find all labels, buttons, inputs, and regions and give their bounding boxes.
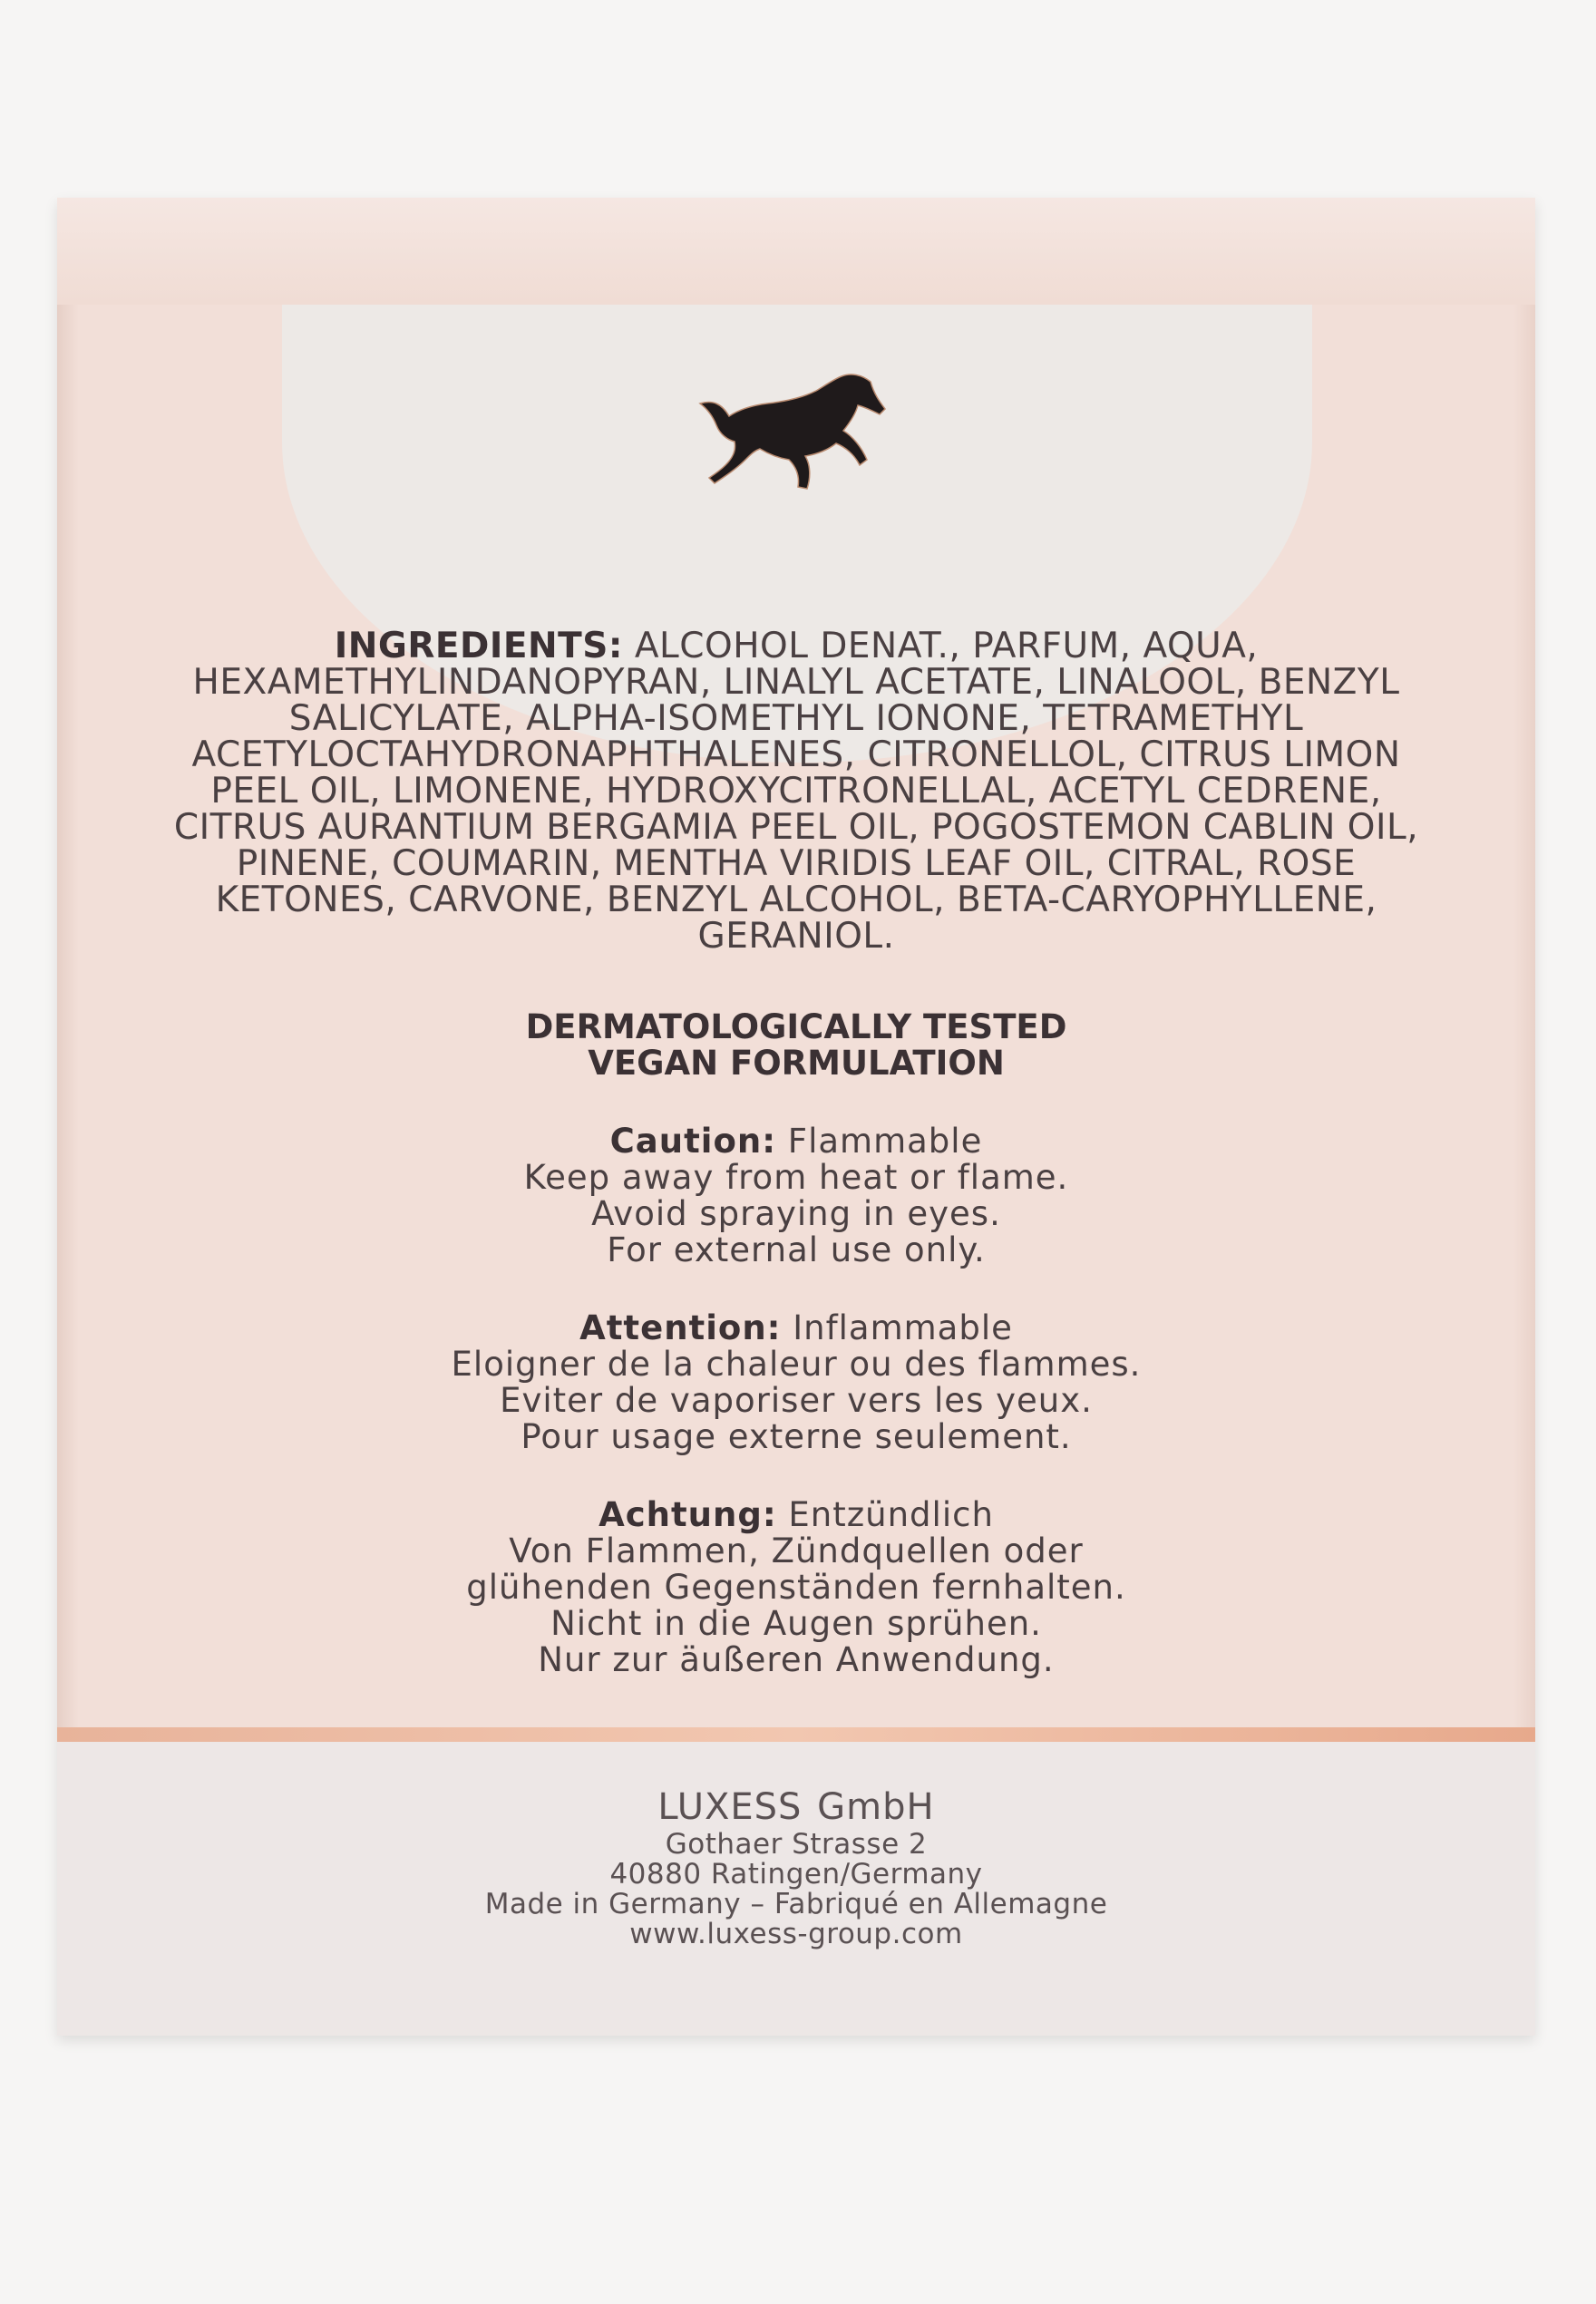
warning-line: Keep away from heat or flame. xyxy=(523,1158,1069,1197)
claim-dermatologically-tested: DERMATOLOGICALLY TESTED xyxy=(525,1007,1067,1046)
warning-line: Eviter de vaporiser vers les yeux. xyxy=(500,1381,1093,1420)
warning-line: Pour usage externe seulement. xyxy=(521,1417,1072,1456)
warning-line: Avoid spraying in eyes. xyxy=(591,1194,1001,1233)
company-website: www.luxess-group.com xyxy=(629,1918,963,1950)
warning-value: Inflammable xyxy=(781,1308,1013,1347)
warning-value: Entzündlich xyxy=(776,1495,994,1534)
company-origin: Made in Germany – Fabriqué en Allemagne xyxy=(484,1888,1108,1920)
claims xyxy=(148,1009,1445,1082)
box-edge-left xyxy=(57,305,79,1910)
running-horse-icon xyxy=(689,364,898,509)
company-address-city: 40880 Ratingen/Germany xyxy=(609,1858,983,1891)
warning-german xyxy=(148,1497,1445,1678)
warning-english xyxy=(148,1123,1445,1269)
warning-label: Caution: xyxy=(609,1122,777,1161)
warning-value: Flammable xyxy=(776,1122,983,1161)
ingredients-text xyxy=(148,628,1445,955)
ingredients-label: INGREDIENTS: xyxy=(334,626,623,666)
package-back xyxy=(57,198,1535,2036)
warning-line: Von Flammen, Zündquellen oder xyxy=(509,1531,1084,1570)
warning-line: Nicht in die Augen sprühen. xyxy=(550,1604,1042,1643)
box-edge-right xyxy=(1513,305,1535,1910)
warning-line: For external use only. xyxy=(607,1230,986,1269)
company-suffix: GmbH xyxy=(817,1786,935,1828)
warning-label: Attention: xyxy=(579,1308,782,1347)
label-content xyxy=(148,628,1445,1760)
claim-vegan-formulation: VEGAN FORMULATION xyxy=(588,1044,1005,1083)
warning-french xyxy=(148,1310,1445,1455)
warning-line: Eloigner de la chaleur ou des flammes. xyxy=(451,1345,1142,1384)
ingredients-list: ALCOHOL DENAT., PARFUM, AQUA, HEXAMETHYLINDANOPYRAN, LINALYL ACETATE, LINALOOL, BENZYL SALICYLATE, ALPHA-ISOMETHYL IONONE, TETRAMETHYL ACETYLOCTAHYDRONAPHTHALENES, CITRONELLOL, CITRUS LIMON PEEL OIL, LIMONENE, HYDROXYCITRONELLAL, ACETYL CEDRENE, CITRUS AURANTIUM BERGAMIA PEEL OIL, POGOSTEMON CABLIN OIL, PINENE, COUMARIN, MENTHA VIRIDIS LEAF OIL, CITRAL, ROSE KETONES, CARVONE, BENZYL ALCOHOL, BETA-CARYOPHYLLENE, GERANIOL. xyxy=(173,626,1419,957)
warning-label: Achtung: xyxy=(598,1495,777,1534)
box-top-flap xyxy=(57,198,1535,305)
company-address-street: Gothaer Strasse 2 xyxy=(665,1828,928,1861)
metallic-stripe xyxy=(57,1727,1535,1742)
company-name: LUXESS xyxy=(657,1786,803,1828)
company-info xyxy=(57,1784,1535,1949)
warning-line: Nur zur äußeren Anwendung. xyxy=(538,1640,1055,1679)
warning-line: glühenden Gegenständen fernhalten. xyxy=(466,1568,1126,1607)
